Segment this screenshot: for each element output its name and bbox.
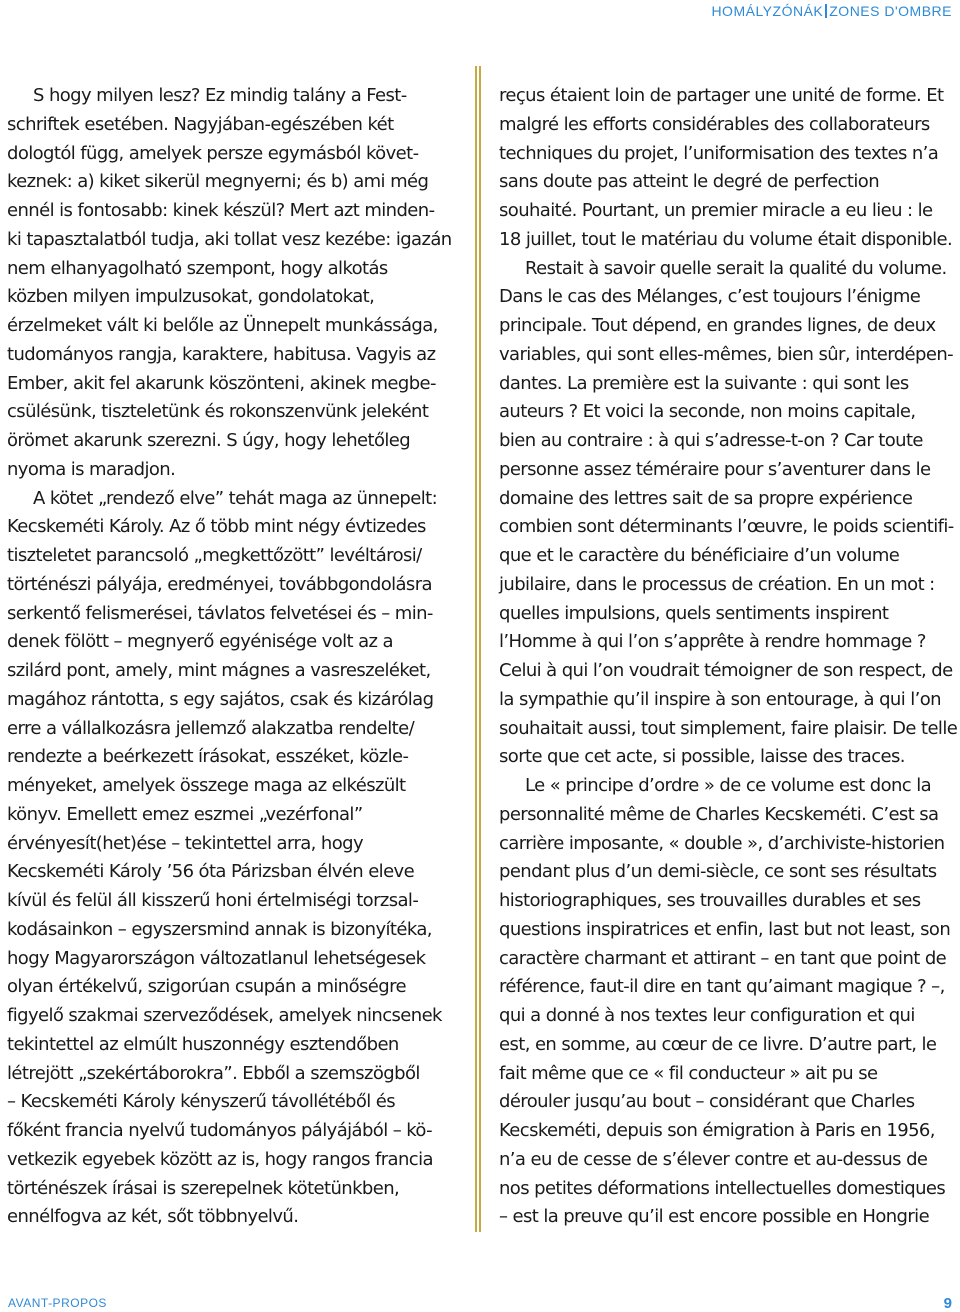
text-line: vetkezik egyebek között az is, hogy rangos francia — [7, 1148, 433, 1170]
column-divider — [475, 66, 481, 1232]
text-line: nyoma is maradjon. — [7, 458, 176, 480]
text-line: keznek: a) kiket sikerül megnyerni; és b) ami még — [7, 171, 429, 193]
text-line: denek fölött – megnyerő egyénisége volt az a — [7, 631, 393, 653]
text-line: bien au contraire : à qui s’adresse-t-on ? Car toute — [499, 430, 923, 451]
french-column — [499, 82, 958, 1232]
text-line: jubilaire, dans le processus de création. En un mot : — [499, 573, 935, 595]
text-line: questions inspiratrices et enfin, last but not least, son — [499, 918, 951, 940]
text-line: olyan értékelvű, szigorúan csupán a minőségre — [7, 976, 406, 998]
text-line: auteurs ? Et voici la seconde, non moins capitale, — [499, 401, 916, 423]
text-line: 18 juillet, tout le matériau du volume était disponible. — [499, 228, 953, 250]
text-line: ennél is fontosabb: kinek készül? Mert azt minden- — [7, 200, 435, 221]
text-line: Kecskeméti Károly. Az ő több mint négy évtizedes — [7, 516, 426, 538]
text-line: personnalité même de Charles Kecskeméti. C’est sa — [499, 803, 939, 825]
running-head-hungarian: HOMÁLYZÓNÁK — [711, 3, 824, 19]
running-head-french: ZONES D'OMBRE — [829, 3, 952, 19]
text-line: történészi pályája, eredményei, továbbgondolásra — [7, 573, 432, 595]
text-line: figyelő szakmai szerveződések, amelyek nincsenek — [7, 1005, 442, 1026]
text-line: kívül és felül áll kisszerű honi értelmiségi torzsal- — [7, 890, 419, 911]
text-line: serkentő felismerései, távlatos felvetései és – min- — [7, 602, 433, 624]
text-line: S hogy milyen lesz? Ez mindig talány a Fest- — [33, 85, 407, 106]
text-line: historiographiques, ses trouvailles durables et ses — [499, 890, 921, 911]
text-line: Kecskeméti Károly ’56 óta Párizsban élvén eleve — [7, 861, 415, 883]
text-line: dologtól függ, amelyek persze egymásból követ- — [7, 142, 419, 164]
text-line: – est la preuve qu’il est encore possible en Hongrie — [499, 1206, 930, 1228]
text-line: ki tapasztalatból tudja, aki tollat vesz kezébe: igazán — [7, 228, 452, 250]
text-line: souhaité. Pourtant, un premier miracle a eu lieu : le — [499, 200, 933, 221]
text-line: domaine des lettres sait de sa propre expérience — [499, 487, 913, 509]
text-line: reçus étaient loin de partager une unité de forme. Et — [499, 85, 944, 106]
text-line: sans doute pas atteint le degré de perfection — [499, 171, 880, 193]
text-line: dérouler jusqu’au bout – considérant que Charles — [499, 1091, 915, 1113]
text-line: csülésünk, tiszteletünk és rokonszenvünk jeleként — [7, 401, 429, 423]
text-line: caractère charmant et attirant – en tant que point de — [499, 947, 947, 969]
text-line: personne assez téméraire pour s’aventurer dans le — [499, 458, 931, 480]
text-line: ennélfogva az két, sőt többnyelvű. — [7, 1206, 299, 1228]
text-line: fait même que ce « fil conducteur » ait pu se — [499, 1062, 878, 1084]
text-line: könyv. Emellett emez eszmei „vezérfonal” — [7, 803, 363, 825]
running-head — [711, 3, 952, 19]
text-line: que et le caractère du bénéficiaire d’un volume — [499, 545, 900, 566]
text-line: érzelmeket vált ki belőle az Ünnepelt munkássága, — [7, 315, 438, 336]
text-line: érvényesít(het)ése – tekintettel arra, hogy — [7, 832, 364, 854]
text-line: Kecskeméti, depuis son émigration à Paris en 1956, — [499, 1120, 935, 1141]
text-line: sorte que cet acte, si possible, laisse des traces. — [499, 746, 905, 768]
text-line: Restait à savoir quelle serait la qualité du volume. — [525, 257, 947, 279]
text-line: örömet akarunk szerezni. S úgy, hogy lehetőleg — [7, 430, 411, 451]
text-line: Celui à qui l’on voudrait témoigner de son respect, de — [499, 660, 953, 681]
text-line: carrière imposante, « double », d’archiviste-historien — [499, 832, 945, 854]
text-line: kodásainkon – egyszersmind annak is bizonyítéka, — [7, 918, 432, 940]
text-line: tudományos rangja, karaktere, habitusa. Vagyis az — [7, 343, 436, 365]
running-head-separator — [825, 4, 827, 18]
text-line: est, en somme, au cœur de ce livre. D’autre part, le — [499, 1033, 937, 1055]
text-line: la sympathie qu’il inspire à son entourage, à qui l’on — [499, 688, 941, 710]
text-line: létrejött „szekértáborokra”. Ebből a szemszögből — [7, 1062, 420, 1084]
page-number: 9 — [943, 1295, 952, 1312]
text-line: szilárd pont, amely, mint mágnes a vasreszeléket, — [7, 660, 431, 681]
text-line: malgré les efforts considérables des collaborateurs — [499, 113, 930, 135]
text-line: pendant plus d’un demi-siècle, ce sont ses résultats — [499, 861, 937, 883]
text-line: tekintettel az elmúlt huszonnégy esztendőben — [7, 1033, 399, 1055]
hungarian-column — [7, 82, 462, 1232]
text-line: souhaitait aussi, tout simplement, faire plaisir. De telle — [499, 717, 958, 739]
text-line: quelles impulsions, quels sentiments inspirent — [499, 602, 889, 624]
text-line: variables, qui sont elles-mêmes, bien sûr, interdépen- — [499, 343, 954, 365]
text-line: hogy Magyarországon változatlanul lehetségesek — [7, 947, 426, 969]
text-line: főként francia nyelvű tudományos pályájából – kö- — [7, 1120, 433, 1141]
text-line: erre a vállalkozásra jellemző alakzatba rendelte/ — [7, 717, 415, 739]
text-line: nem elhanyagolható szempont, hogy alkotás — [7, 257, 388, 279]
text-line: rendezte a beérkezett írásokat, esszéket, közle- — [7, 746, 409, 768]
text-line: Ember, akit fel akarunk köszönteni, akinek megbe- — [7, 372, 436, 394]
text-line: schriftek esetében. Nagyjában-egészében két — [7, 113, 394, 135]
text-line: qui a donné à nos textes leur configuration et qui — [499, 1005, 915, 1026]
text-line: Dans le cas des Mélanges, c’est toujours l’énigme — [499, 286, 921, 308]
text-line: nos petites déformations intellectuelles domestiques — [499, 1177, 946, 1199]
text-line: référence, faut-il dire en tant qu’aimant magique ? –, — [499, 976, 945, 998]
text-line: principale. Tout dépend, en grandes lignes, de deux — [499, 315, 936, 336]
text-line: ményeket, amelyek összege maga az elkészült — [7, 775, 406, 796]
text-line: Le « principe d’ordre » de ce volume est donc la — [525, 775, 932, 796]
section-label: AVANT-PROPOS — [8, 1296, 107, 1310]
text-line: tiszteletet parancsoló „megkettőzött” levéltárosi/ — [7, 545, 422, 566]
text-line: történészek írásai is szerepelnek kötetünkben, — [7, 1177, 400, 1199]
text-line: l’Homme à qui l’on s’apprête à rendre hommage ? — [499, 631, 926, 653]
text-line: – Kecskeméti Károly kényszerű távollétéből és — [7, 1091, 396, 1113]
text-line: magához rántotta, s egy sajátos, csak és kizárólag — [7, 688, 434, 710]
text-line: közben milyen impulzusokat, gondolatokat, — [7, 286, 375, 308]
text-line: A kötet „rendező elve” tehát maga az ünnepelt: — [33, 487, 438, 509]
text-line: combien sont déterminants l’œuvre, le poids scientifi- — [499, 516, 954, 538]
text-line: n’a eu de cesse de s’élever contre et au-dessus de — [499, 1148, 928, 1170]
text-line: dantes. La première est la suivante : qui sont les — [499, 372, 909, 394]
text-line: techniques du projet, l’uniformisation des textes n’a — [499, 142, 939, 164]
